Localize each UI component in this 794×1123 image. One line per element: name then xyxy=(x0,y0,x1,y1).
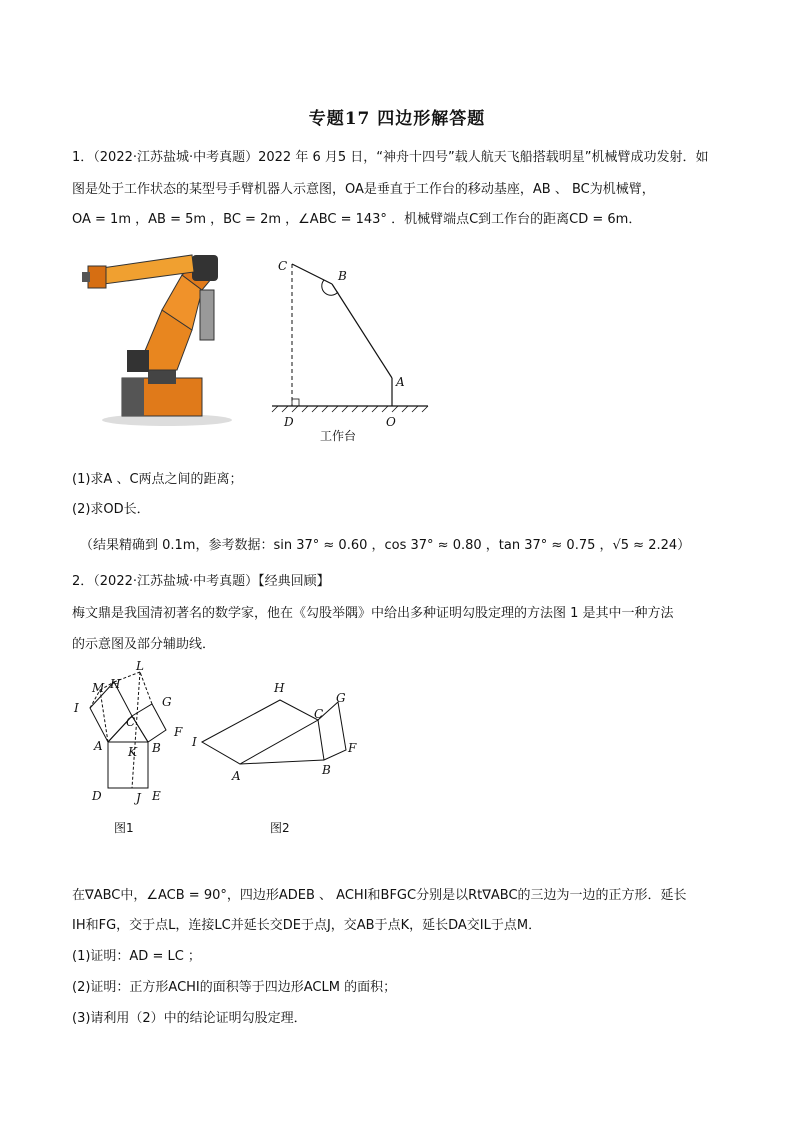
q1-sub1: (1)求A 、C两点之间的距离； xyxy=(72,472,243,487)
figure-1-diagram xyxy=(70,658,210,838)
q1-sub2: (2)求OD长． xyxy=(72,502,150,517)
q1-line3: OA = 1m ，AB = 5m ，BC = 2m ，∠ABC = 143° ．机械臂端点C到工作台的距离CD = 6m． xyxy=(72,212,642,227)
fig1-H: H xyxy=(110,677,121,691)
fig2-H: H xyxy=(274,681,285,695)
q2-sub2: (2)证明：正方形ACHI的面积等于四边形ACLM 的面积； xyxy=(72,980,397,995)
fig1-D: D xyxy=(92,789,102,803)
q2-sub1: (1)证明：AD = LC ； xyxy=(72,949,201,964)
label-worktable: 工作台 xyxy=(320,429,357,443)
q1-line1: 1．（2022·江苏盐城·中考真题）2022 年 6 月5 日，“神舟十四号”载人航天飞船搭载明星”机械臂成功发射．如 xyxy=(72,150,709,165)
fig1-E: E xyxy=(152,789,161,803)
fig1-I: I xyxy=(74,701,79,715)
label-C: C xyxy=(278,259,288,273)
q2-line2: 梅文鼎是我国清初著名的数学家，他在《勾股举隅》中给出多种证明勾股定理的方法图 1 是其中一种方法 xyxy=(72,606,674,621)
label-B: B xyxy=(338,269,347,283)
fig2-C: C xyxy=(314,707,324,721)
arm-schematic-diagram xyxy=(270,250,440,450)
q2-sub3: (3)请利用（2）中的结论证明勾股定理． xyxy=(72,1011,307,1026)
fig2-B: B xyxy=(322,763,331,777)
q2-line3: 的示意图及部分辅助线． xyxy=(72,637,216,652)
label-D: D xyxy=(284,415,294,429)
fig2-F: F xyxy=(348,741,357,755)
fig1-F: F xyxy=(174,725,183,739)
fig1-caption: 图1 xyxy=(114,821,134,835)
q1-note: （结果精确到 0.1m，参考数据：sin 37° ≈ 0.60 ，cos 37° ≈ 0.80 ，tan 37° ≈ 0.75 ，√5 ≈ 2.24） xyxy=(80,538,691,553)
fig2-I: I xyxy=(192,735,197,749)
fig1-G: G xyxy=(162,695,172,709)
robot-arm-image xyxy=(82,250,242,430)
figure-2-diagram xyxy=(190,680,370,836)
q1-line2: 图是处于工作状态的某型号手臂机器人示意图，OA是垂直于工作台的移动基座，AB 、 BC为机械臂， xyxy=(72,182,655,197)
fig1-B: B xyxy=(152,741,161,755)
q2-line5: IH和FG，交于点L，连接LC并延长交DE于点J，交AB于点K，延长DA交IL于点M． xyxy=(72,918,542,933)
label-A: A xyxy=(396,375,405,389)
fig1-C: C xyxy=(126,715,136,729)
q2-line1: 2．（2022·江苏盐城·中考真题）【经典回顾】 xyxy=(72,574,330,589)
fig2-G: G xyxy=(336,691,346,705)
fig1-A: A xyxy=(94,739,103,753)
q2-line4: 在∇ABC中，∠ACB = 90°，四边形ADEB 、 ACHI和BFGC分别是以Rt∇ABC的三边为一边的正方形．延长 xyxy=(72,888,687,903)
fig2-A: A xyxy=(232,769,241,783)
fig1-L: L xyxy=(136,659,144,673)
fig1-J: J xyxy=(136,791,141,805)
label-O: O xyxy=(386,415,396,429)
fig1-M: M xyxy=(92,681,105,695)
page-title: 专题17 四边形解答题 xyxy=(308,109,486,129)
fig1-K: K xyxy=(128,745,137,759)
fig2-caption: 图2 xyxy=(270,821,290,835)
